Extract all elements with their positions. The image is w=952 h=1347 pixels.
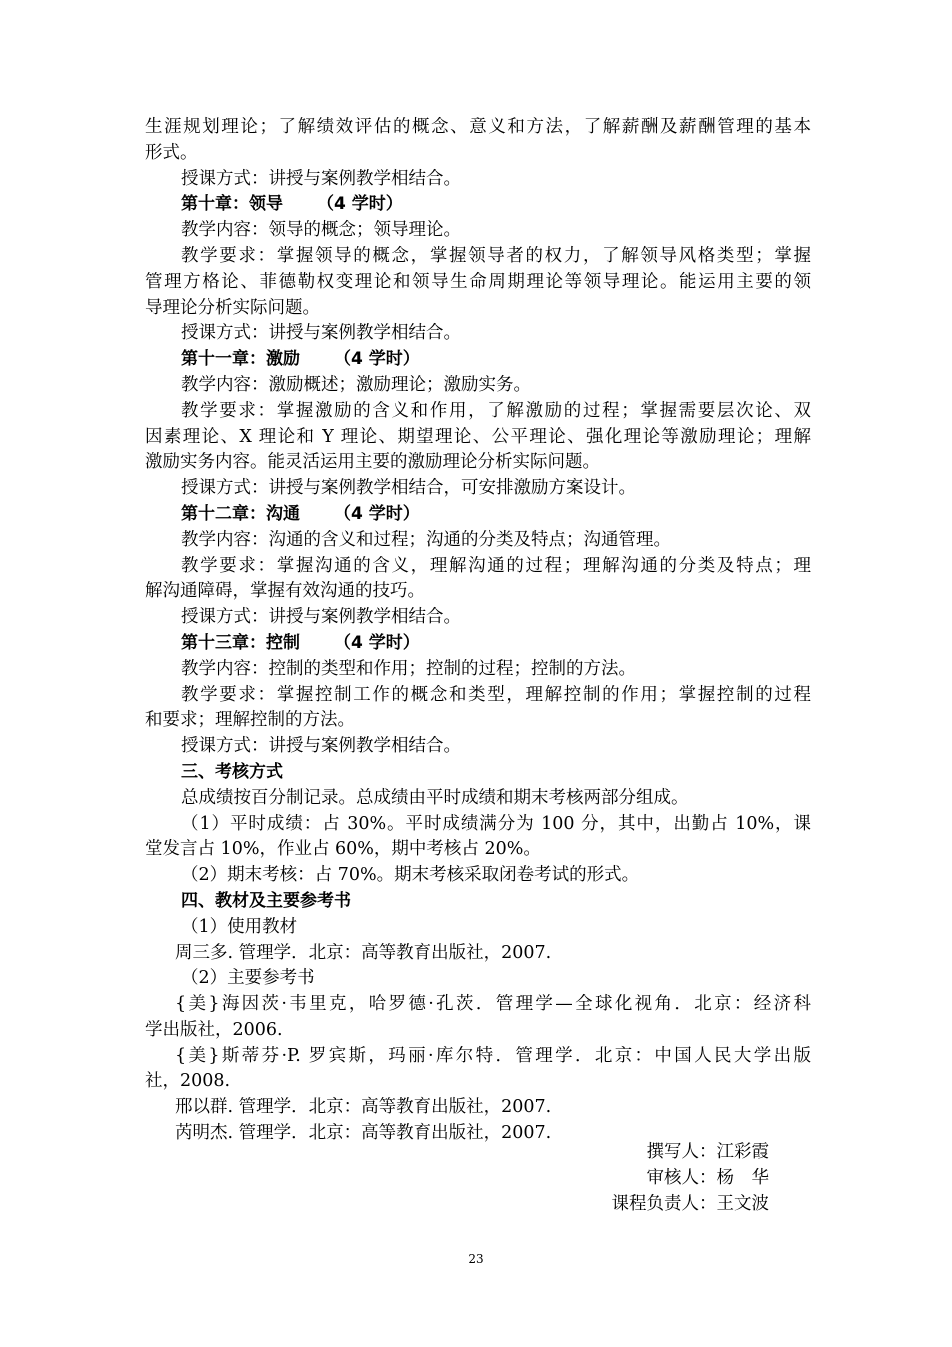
paragraph-line: 生涯规划理论；了解绩效评估的概念、意义和方法，了解薪酬及薪酬管理的基本 xyxy=(145,117,811,137)
chapter-13-heading xyxy=(145,631,811,657)
paragraph-line: 解沟通障碍，掌握有效沟通的技巧。 xyxy=(145,581,425,602)
course-owner-line: 课程负责人：王文波 xyxy=(611,1193,769,1214)
paragraph-line: 管理方格论、菲德勒权变理论和领导生命周期理论等领导理论。能运用主要的领 xyxy=(145,271,811,292)
paragraph-line: （2）主要参考书 xyxy=(181,968,315,989)
paragraph-line: 教学内容：领导的概念；领导理论。 xyxy=(181,220,461,241)
paragraph-line: （1）使用教材 xyxy=(181,916,298,937)
chapter-10-heading xyxy=(145,192,811,218)
paragraph-line: 教学要求：掌握沟通的含义，理解沟通的过程；理解沟通的分类及特点；理 xyxy=(181,555,811,576)
paragraph-line: （1）平时成绩：占 30%。平时成绩满分为 100 分，其中，出勤占 10%，课 xyxy=(181,813,811,834)
paragraph-line: 教学内容：控制的类型和作用；控制的过程；控制的方法。 xyxy=(181,658,636,679)
paragraph-line: 和要求；理解控制的方法。 xyxy=(145,710,355,731)
chapter-hours: （4 学时） xyxy=(334,632,420,653)
paragraph-line: 授课方式：讲授与案例教学相结合，可安排激励方案设计。 xyxy=(181,478,636,499)
chapter-title: 第十二章：沟通 xyxy=(181,503,300,524)
reference-line: {美}斯蒂芬·P. 罗宾斯，玛丽·库尔特．管理学．北京：中国人民大学出版 xyxy=(175,1045,811,1066)
paragraph-line: （2）期末考核：占 70%。期末考核采取闭卷考试的形式。 xyxy=(181,865,640,886)
reference-line: 社，2008. xyxy=(145,1071,231,1092)
paragraph-line: 总成绩按百分制记录。总成绩由平时成绩和期末考核两部分组成。 xyxy=(181,787,689,808)
paragraph-line: 授课方式：讲授与案例教学相结合。 xyxy=(181,736,461,757)
paragraph-line: 导理论分析实际问题。 xyxy=(145,297,320,318)
reviewer-line: 审核人：杨 华 xyxy=(646,1167,769,1188)
paragraph-line: 激励实务内容。能灵活运用主要的激励理论分析实际问题。 xyxy=(145,452,600,473)
chapter-12-heading xyxy=(145,502,811,528)
reference-line: 邢以群. 管理学．北京：高等教育出版社，2007. xyxy=(175,1097,552,1118)
reference-line: {美}海因茨·韦里克，哈罗德·孔茨．管理学—全球化视角．北京：经济科 xyxy=(175,994,811,1015)
reference-line: 学出版社，2006. xyxy=(145,1019,283,1040)
body-text xyxy=(145,115,811,1147)
writer-line: 撰写人：江彩霞 xyxy=(646,1142,769,1162)
chapter-hours: （4 学时） xyxy=(334,503,420,524)
chapter-hours: （4 学时） xyxy=(317,194,403,215)
chapter-11-heading xyxy=(145,347,811,373)
page-number: 23 xyxy=(468,1252,484,1266)
chapter-title: 第十章：领导 xyxy=(181,194,283,215)
paragraph-line: 教学要求：掌握激励的含义和作用，了解激励的过程；掌握需要层次论、双 xyxy=(181,400,811,421)
chapter-hours: （4 学时） xyxy=(334,349,420,370)
paragraph-line: 教学内容：激励概述；激励理论；激励实务。 xyxy=(181,374,531,395)
section-4-heading: 四、教材及主要参考书 xyxy=(181,890,351,911)
paragraph-line: 因素理论、X 理论和 Y 理论、期望理论、公平理论、强化理论等激励理论；理解 xyxy=(145,426,811,447)
reference-line: 芮明杰. 管理学．北京：高等教育出版社，2007. xyxy=(175,1123,552,1144)
paragraph-line: 授课方式：讲授与案例教学相结合。 xyxy=(181,323,461,344)
paragraph-line: 授课方式：讲授与案例教学相结合。 xyxy=(181,607,461,628)
paragraph-line: 教学内容：沟通的含义和过程；沟通的分类及特点；沟通管理。 xyxy=(181,529,671,550)
paragraph-line: 形式。 xyxy=(145,142,198,163)
paragraph-line: 授课方式：讲授与案例教学相结合。 xyxy=(181,168,461,189)
paragraph-line: 堂发言占 10%，作业占 60%，期中考核占 20%。 xyxy=(145,839,541,860)
chapter-title: 第十三章：控制 xyxy=(181,632,300,653)
chapter-title: 第十一章：激励 xyxy=(181,349,300,370)
paragraph-line: 教学要求：掌握领导的概念，掌握领导者的权力，了解领导风格类型；掌握 xyxy=(181,245,811,266)
signature-block xyxy=(612,1140,770,1217)
section-3-heading: 三、考核方式 xyxy=(181,761,283,782)
reference-line: 周三多. 管理学．北京：高等教育出版社，2007. xyxy=(175,942,552,963)
paragraph-line: 教学要求：掌握控制工作的概念和类型，理解控制的作用；掌握控制的过程 xyxy=(181,684,811,705)
